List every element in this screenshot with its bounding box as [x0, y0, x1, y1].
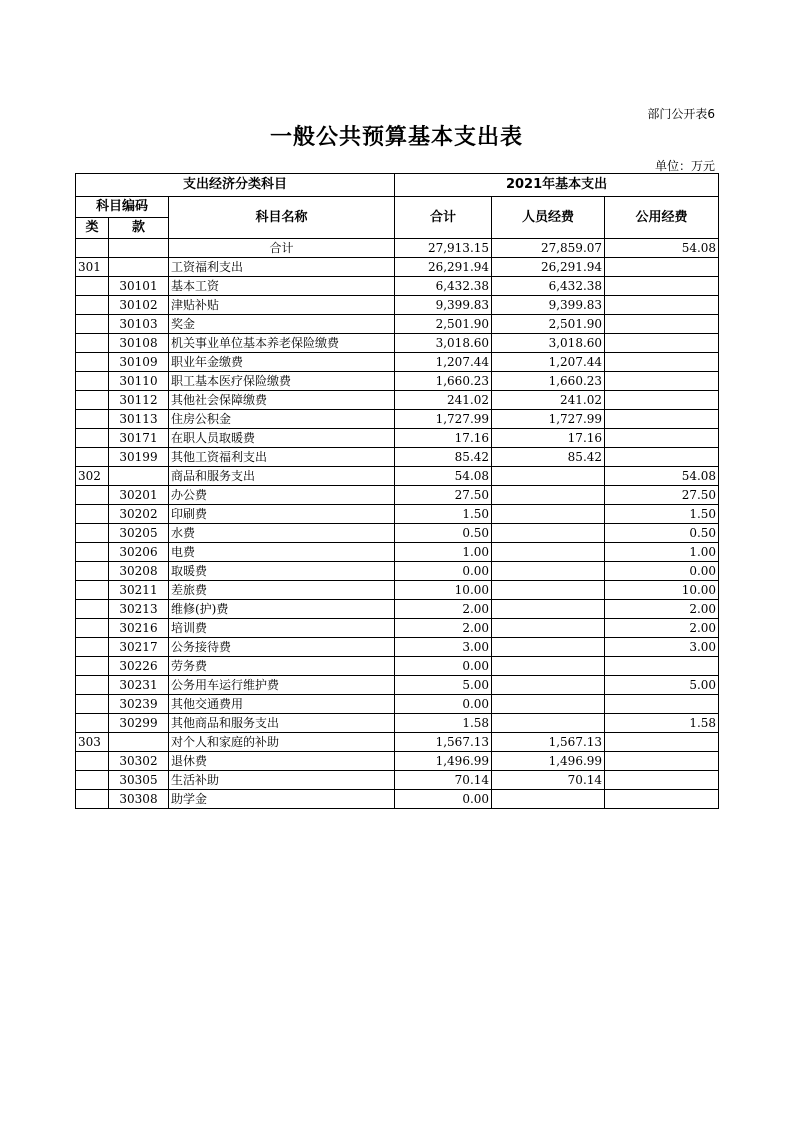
cell-kuan: 30216: [109, 619, 169, 638]
cell-public: [605, 334, 719, 353]
cell-public: 2.00: [605, 600, 719, 619]
table-row: [76, 258, 719, 277]
cell-name: 生活补助: [169, 771, 395, 790]
table-row: [76, 790, 719, 809]
cell-personnel: [492, 676, 605, 695]
cell-kuan: [109, 467, 169, 486]
table-row: [76, 486, 719, 505]
table-row: [76, 695, 719, 714]
cell-personnel: 17.16: [492, 429, 605, 448]
cell-lei: [76, 372, 109, 391]
cell-personnel: [492, 562, 605, 581]
cell-kuan: 30108: [109, 334, 169, 353]
cell-total: 1,660.23: [395, 372, 492, 391]
cell-lei: [76, 771, 109, 790]
table-row: [76, 353, 719, 372]
cell-total: 6,432.38: [395, 277, 492, 296]
cell-public: 3.00: [605, 638, 719, 657]
cell-name: 取暖费: [169, 562, 395, 581]
table-row: [76, 410, 719, 429]
cell-public: [605, 296, 719, 315]
cell-name: 住房公积金: [169, 410, 395, 429]
cell-personnel: [492, 524, 605, 543]
cell-public: [605, 258, 719, 277]
cell-total: 85.42: [395, 448, 492, 467]
cell-name: 在职人员取暖费: [169, 429, 395, 448]
table-row: [76, 467, 719, 486]
cell-kuan: 30208: [109, 562, 169, 581]
cell-lei: 303: [76, 733, 109, 752]
cell-total: 5.00: [395, 676, 492, 695]
cell-kuan: 30302: [109, 752, 169, 771]
cell-lei: [76, 619, 109, 638]
cell-public: 0.50: [605, 524, 719, 543]
cell-public: [605, 752, 719, 771]
cell-public: 54.08: [605, 467, 719, 486]
cell-public: 1.58: [605, 714, 719, 733]
cell-total: 241.02: [395, 391, 492, 410]
cell-name: 对个人和家庭的补助: [169, 733, 395, 752]
cell-total: 27,913.15: [395, 239, 492, 258]
header-economic-classification: 支出经济分类科目: [76, 174, 395, 197]
table-row: [76, 524, 719, 543]
cell-public: 1.00: [605, 543, 719, 562]
cell-personnel: 85.42: [492, 448, 605, 467]
cell-lei: [76, 448, 109, 467]
cell-public: [605, 695, 719, 714]
cell-total: 0.00: [395, 695, 492, 714]
cell-kuan: 30206: [109, 543, 169, 562]
cell-personnel: 6,432.38: [492, 277, 605, 296]
table-row: [76, 600, 719, 619]
cell-lei: [76, 296, 109, 315]
cell-personnel: [492, 467, 605, 486]
cell-lei: [76, 277, 109, 296]
cell-public: [605, 277, 719, 296]
cell-personnel: [492, 714, 605, 733]
header-basic-expenditure: 2021年基本支出: [395, 174, 719, 197]
header-personnel: 人员经费: [492, 197, 605, 239]
cell-personnel: 2,501.90: [492, 315, 605, 334]
cell-personnel: 1,727.99: [492, 410, 605, 429]
total-row: [76, 239, 719, 258]
cell-total: 10.00: [395, 581, 492, 600]
cell-lei: [76, 714, 109, 733]
cell-kuan: 30112: [109, 391, 169, 410]
cell-name: 助学金: [169, 790, 395, 809]
cell-personnel: [492, 657, 605, 676]
cell-kuan: 30239: [109, 695, 169, 714]
table-row: [76, 562, 719, 581]
cell-personnel: 1,567.13: [492, 733, 605, 752]
cell-name: 商品和服务支出: [169, 467, 395, 486]
cell-public: 27.50: [605, 486, 719, 505]
cell-kuan: 30110: [109, 372, 169, 391]
cell-personnel: 3,018.60: [492, 334, 605, 353]
cell-kuan: 30205: [109, 524, 169, 543]
cell-personnel: [492, 486, 605, 505]
cell-public: [605, 372, 719, 391]
cell-name: 维修(护)费: [169, 600, 395, 619]
table-row: [76, 638, 719, 657]
cell-total: 1.00: [395, 543, 492, 562]
cell-total: 0.00: [395, 562, 492, 581]
cell-total: 9,399.83: [395, 296, 492, 315]
cell-public: 1.50: [605, 505, 719, 524]
cell-personnel: [492, 543, 605, 562]
cell-total: 0.50: [395, 524, 492, 543]
table-row: [76, 429, 719, 448]
cell-kuan: 30102: [109, 296, 169, 315]
cell-personnel: 70.14: [492, 771, 605, 790]
header-total: 合计: [395, 197, 492, 239]
cell-lei: [76, 410, 109, 429]
cell-public: [605, 657, 719, 676]
cell-name: 退休费: [169, 752, 395, 771]
cell-kuan: 30305: [109, 771, 169, 790]
cell-personnel: [492, 638, 605, 657]
cell-kuan: 30109: [109, 353, 169, 372]
cell-name: 合计: [169, 239, 395, 258]
cell-personnel: 9,399.83: [492, 296, 605, 315]
table-row: [76, 581, 719, 600]
cell-name: 其他交通费用: [169, 695, 395, 714]
cell-lei: [76, 334, 109, 353]
cell-kuan: 30308: [109, 790, 169, 809]
cell-kuan: 30217: [109, 638, 169, 657]
cell-lei: [76, 562, 109, 581]
cell-name: 职业年金缴费: [169, 353, 395, 372]
cell-total: 54.08: [395, 467, 492, 486]
table-row: [76, 771, 719, 790]
cell-kuan: 30211: [109, 581, 169, 600]
cell-name: 其他社会保障缴费: [169, 391, 395, 410]
table-row: [76, 391, 719, 410]
cell-lei: [76, 657, 109, 676]
header-lei: 类: [76, 218, 109, 239]
cell-name: 电费: [169, 543, 395, 562]
cell-kuan: 30101: [109, 277, 169, 296]
cell-kuan: 30299: [109, 714, 169, 733]
page-reference: 部门公开表6: [647, 107, 715, 121]
cell-name: 奖金: [169, 315, 395, 334]
cell-name: 基本工资: [169, 277, 395, 296]
cell-lei: [76, 581, 109, 600]
cell-personnel: 1,660.23: [492, 372, 605, 391]
cell-public: [605, 410, 719, 429]
header-name: 科目名称: [169, 197, 395, 239]
table-row: [76, 448, 719, 467]
page-title: 一般公共预算基本支出表: [269, 125, 523, 150]
cell-personnel: 1,207.44: [492, 353, 605, 372]
table-row: [76, 714, 719, 733]
cell-lei: [76, 391, 109, 410]
cell-personnel: 1,496.99: [492, 752, 605, 771]
cell-total: 0.00: [395, 657, 492, 676]
cell-personnel: [492, 790, 605, 809]
cell-name: 公务接待费: [169, 638, 395, 657]
cell-personnel: 26,291.94: [492, 258, 605, 277]
cell-name: 水费: [169, 524, 395, 543]
cell-personnel: [492, 581, 605, 600]
cell-personnel: [492, 619, 605, 638]
cell-name: 工资福利支出: [169, 258, 395, 277]
cell-public: [605, 733, 719, 752]
header-code: 科目编码: [76, 197, 169, 218]
table-row: [76, 334, 719, 353]
cell-lei: [76, 790, 109, 809]
cell-kuan: [109, 258, 169, 277]
cell-name: 其他工资福利支出: [169, 448, 395, 467]
cell-public: [605, 790, 719, 809]
cell-lei: [76, 315, 109, 334]
cell-public: [605, 391, 719, 410]
cell-lei: [76, 239, 109, 258]
cell-name: 机关事业单位基本养老保险缴费: [169, 334, 395, 353]
cell-total: 2.00: [395, 600, 492, 619]
cell-lei: [76, 543, 109, 562]
cell-lei: [76, 695, 109, 714]
cell-kuan: 30202: [109, 505, 169, 524]
cell-name: 培训费: [169, 619, 395, 638]
cell-total: 2,501.90: [395, 315, 492, 334]
cell-name: 公务用车运行维护费: [169, 676, 395, 695]
cell-lei: [76, 429, 109, 448]
cell-lei: [76, 600, 109, 619]
header-public: 公用经费: [605, 197, 719, 239]
cell-kuan: 30103: [109, 315, 169, 334]
cell-kuan: [109, 239, 169, 258]
cell-total: 0.00: [395, 790, 492, 809]
cell-name: 劳务费: [169, 657, 395, 676]
cell-public: 2.00: [605, 619, 719, 638]
table-row: [76, 372, 719, 391]
cell-lei: [76, 752, 109, 771]
cell-public: [605, 771, 719, 790]
cell-lei: [76, 505, 109, 524]
cell-total: 70.14: [395, 771, 492, 790]
cell-personnel: [492, 600, 605, 619]
cell-total: 26,291.94: [395, 258, 492, 277]
cell-public: 10.00: [605, 581, 719, 600]
table-row: [76, 543, 719, 562]
cell-public: [605, 353, 719, 372]
cell-name: 其他商品和服务支出: [169, 714, 395, 733]
table-row: [76, 296, 719, 315]
cell-kuan: 30226: [109, 657, 169, 676]
cell-total: 1.58: [395, 714, 492, 733]
cell-public: [605, 429, 719, 448]
table-row: [76, 676, 719, 695]
cell-public: [605, 448, 719, 467]
cell-public: [605, 315, 719, 334]
table-row: [76, 752, 719, 771]
cell-public: 0.00: [605, 562, 719, 581]
cell-total: 1,567.13: [395, 733, 492, 752]
cell-public: 5.00: [605, 676, 719, 695]
table-row: [76, 619, 719, 638]
budget-table: [75, 173, 719, 809]
cell-lei: [76, 638, 109, 657]
cell-total: 1,727.99: [395, 410, 492, 429]
cell-total: 3,018.60: [395, 334, 492, 353]
cell-lei: [76, 486, 109, 505]
cell-lei: 302: [76, 467, 109, 486]
unit-label: 单位：万元: [654, 159, 715, 173]
cell-kuan: 30171: [109, 429, 169, 448]
cell-total: 3.00: [395, 638, 492, 657]
cell-public: 54.08: [605, 239, 719, 258]
cell-name: 印刷费: [169, 505, 395, 524]
cell-lei: [76, 353, 109, 372]
cell-total: 1,496.99: [395, 752, 492, 771]
cell-name: 办公费: [169, 486, 395, 505]
cell-total: 1,207.44: [395, 353, 492, 372]
cell-total: 2.00: [395, 619, 492, 638]
table-row: [76, 315, 719, 334]
cell-name: 职工基本医疗保险缴费: [169, 372, 395, 391]
cell-name: 差旅费: [169, 581, 395, 600]
cell-personnel: 27,859.07: [492, 239, 605, 258]
table-row: [76, 505, 719, 524]
cell-name: 津贴补贴: [169, 296, 395, 315]
cell-kuan: 30231: [109, 676, 169, 695]
cell-total: 27.50: [395, 486, 492, 505]
cell-kuan: 30113: [109, 410, 169, 429]
cell-kuan: 30201: [109, 486, 169, 505]
header-kuan: 款: [109, 218, 169, 239]
cell-total: 1.50: [395, 505, 492, 524]
table-row: [76, 277, 719, 296]
cell-personnel: 241.02: [492, 391, 605, 410]
cell-lei: [76, 676, 109, 695]
cell-lei: [76, 524, 109, 543]
cell-personnel: [492, 695, 605, 714]
cell-total: 17.16: [395, 429, 492, 448]
cell-personnel: [492, 505, 605, 524]
cell-kuan: 30213: [109, 600, 169, 619]
cell-kuan: 30199: [109, 448, 169, 467]
table-row: [76, 733, 719, 752]
cell-lei: 301: [76, 258, 109, 277]
cell-kuan: [109, 733, 169, 752]
table-row: [76, 657, 719, 676]
